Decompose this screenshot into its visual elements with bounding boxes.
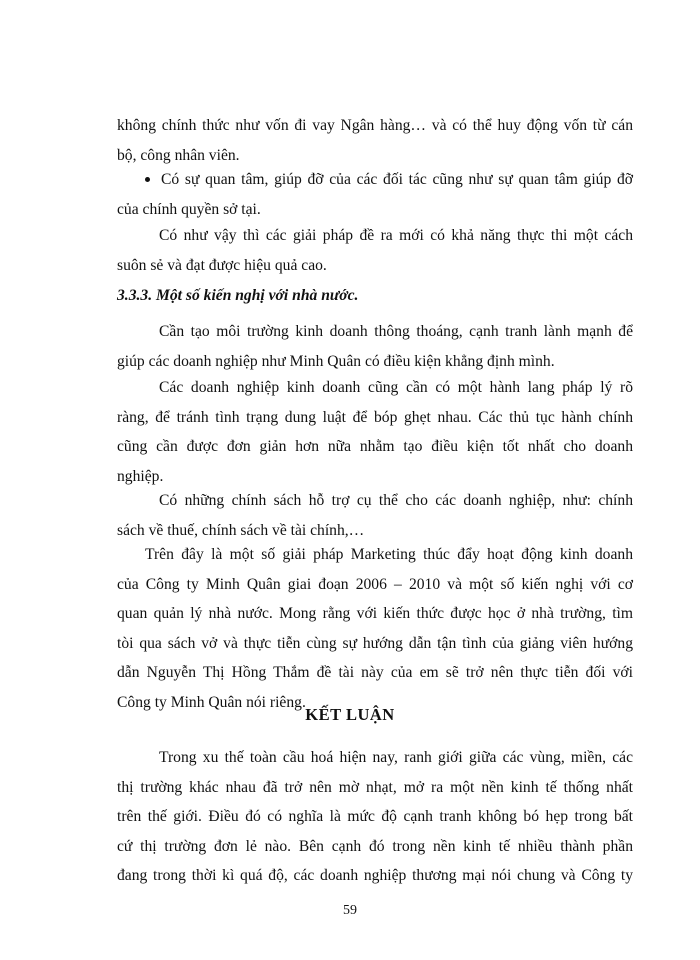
paragraph <box>117 373 633 491</box>
text-line: Trong xu thế toàn cầu hoá hiện nay, ranh giới giữa các vùng, miền, các <box>159 749 633 766</box>
text-line: Có những chính sách hỗ trợ cụ thể cho các doanh nghiệp, như: chính <box>159 492 633 509</box>
bullet-icon <box>145 177 150 182</box>
text-line: đang trong thời kì quá độ, các doanh nghiệp thương mại nói chung và Công ty <box>117 867 633 885</box>
text-line: quan quản lý nhà nước. Mong rằng với kiến thức được học ở nhà trường, tìm <box>117 605 633 623</box>
text-line: Trên đây là một số giải pháp Marketing thúc đẩy hoạt động kinh doanh <box>145 546 633 563</box>
bullet-item <box>117 165 633 224</box>
text-line: không chính thức như vốn đi vay Ngân hàng… và có thể huy động vốn từ cán <box>117 117 633 134</box>
text-line: nghiệp. <box>117 467 164 485</box>
text-line: của Công ty Minh Quân giai đoạn 2006 – 2010 và một số kiến nghị với cơ <box>117 575 633 593</box>
text-line: dẫn Nguyễn Thị Hồng Thắm đề tài này của em sẽ trở nên thực tiễn đối với <box>117 664 633 682</box>
paragraph-continuation <box>117 111 633 170</box>
text-line: ràng, để tránh tình trạng dung luật để bóp ghẹt nhau. Các thủ tục hành chính <box>117 408 633 426</box>
text-line: cũng cần được đơn giản hơn nữa nhằm tạo điều kiện tốt nhất cho doanh <box>117 438 633 456</box>
text-line: Công ty Minh Quân nói riêng. <box>117 693 306 711</box>
text-line: cứ thị trường đơn lẻ nào. Bên cạnh đó trong nền kinh tế nhiều thành phần <box>117 837 633 855</box>
paragraph <box>117 221 633 280</box>
text-line: sách về thuế, chính sách về tài chính,… <box>117 521 365 539</box>
text-line: Các doanh nghiệp kinh doanh cũng cần có một hành lang pháp lý rõ <box>159 379 633 396</box>
paragraph <box>117 540 633 718</box>
text-line: Cần tạo môi trường kinh doanh thông thoáng, cạnh tranh lành mạnh để <box>159 323 633 340</box>
paragraph <box>117 486 633 545</box>
section-heading: 3.3.3. Một số kiến nghị với nhà nước. <box>117 287 359 304</box>
text-line: của chính quyền sở tại. <box>117 200 261 218</box>
text-line: tòi qua sách vở và thực tiễn cùng sự hướng dẫn tận tình của giảng viên hướng <box>117 634 633 652</box>
text-line: thị trường khác nhau đã trở nên mờ nhạt, mở ra một nền kinh tế thống nhất <box>117 778 633 796</box>
text-line: bộ, công nhân viên. <box>117 146 240 164</box>
text-line: Có như vậy thì các giải pháp đề ra mới có khả năng thực thi một cách <box>159 227 633 244</box>
text-line: giúp các doanh nghiệp như Minh Quân có điều kiện khẳng định mình. <box>117 352 555 370</box>
text-line: suôn sẻ và đạt được hiệu quả cao. <box>117 256 327 274</box>
page-number: 59 <box>343 903 357 918</box>
paragraph <box>117 317 633 376</box>
text-line: trên thế giới. Điều đó có nghĩa là mức độ cạnh tranh không bó hẹp trong bất <box>117 808 633 826</box>
conclusion-title: KẾT LUẬN <box>305 705 395 724</box>
paragraph <box>117 743 633 891</box>
text-line: Có sự quan tâm, giúp đỡ của các đối tác cũng như sự quan tâm giúp đỡ <box>161 171 633 188</box>
